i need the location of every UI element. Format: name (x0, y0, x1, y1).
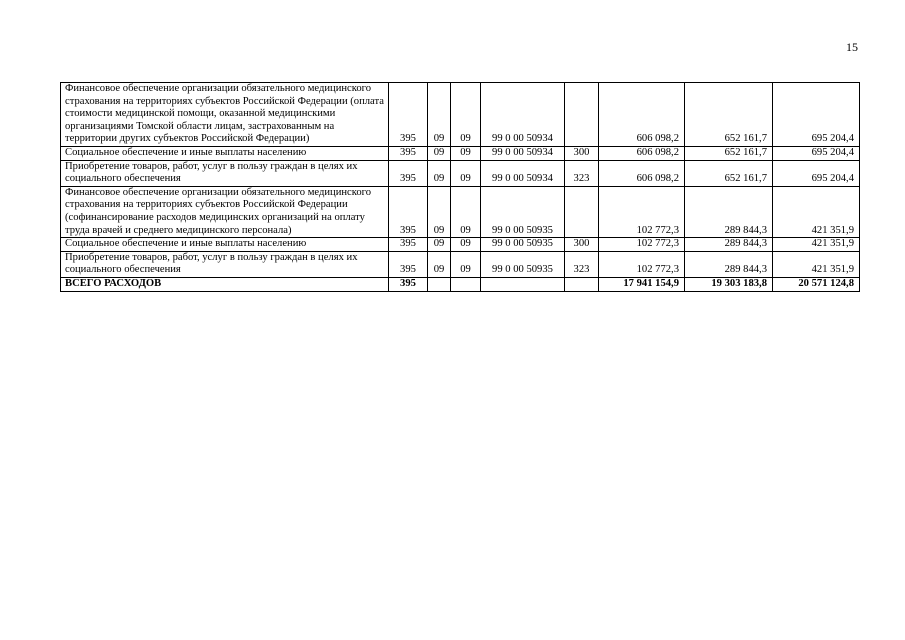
target-article-cell: 99 0 00 50934 (481, 160, 565, 186)
total-year2-cell: 19 303 183,8 (685, 277, 773, 291)
amount-year3-cell: 695 204,4 (773, 146, 860, 160)
expense-type-cell: 300 (565, 238, 599, 252)
total-ministry-cell: 395 (389, 277, 428, 291)
empty-cell (428, 277, 451, 291)
ministry-code-cell: 395 (389, 251, 428, 277)
amount-year1-cell: 102 772,3 (599, 251, 685, 277)
empty-cell (451, 277, 481, 291)
amount-year2-cell: 289 844,3 (685, 251, 773, 277)
section-code-cell: 09 (428, 160, 451, 186)
target-article-cell: 99 0 00 50935 (481, 251, 565, 277)
subsection-code-cell: 09 (451, 146, 481, 160)
row-name-cell: Социальное обеспечение и иные выплаты населению (61, 146, 389, 160)
ministry-code-cell: 395 (389, 238, 428, 252)
section-code-cell: 09 (428, 83, 451, 147)
amount-year1-cell: 606 098,2 (599, 146, 685, 160)
page-number: 15 (846, 40, 858, 54)
expenses-table (60, 82, 860, 292)
ministry-code-cell: 395 (389, 83, 428, 147)
total-year3-cell: 20 571 124,8 (773, 277, 860, 291)
table-row (61, 186, 860, 237)
section-code-cell: 09 (428, 186, 451, 237)
expense-type-cell: 300 (565, 146, 599, 160)
expenses-table-body (61, 83, 860, 292)
amount-year2-cell: 289 844,3 (685, 238, 773, 252)
section-code-cell: 09 (428, 146, 451, 160)
table-row (61, 251, 860, 277)
empty-cell (565, 277, 599, 291)
section-code-cell: 09 (428, 251, 451, 277)
ministry-code-cell: 395 (389, 186, 428, 237)
expense-type-cell (565, 83, 599, 147)
subsection-code-cell: 09 (451, 83, 481, 147)
total-label-cell: ВСЕГО РАСХОДОВ (61, 277, 389, 291)
table-row (61, 83, 860, 147)
amount-year2-cell: 652 161,7 (685, 146, 773, 160)
amount-year3-cell: 421 351,9 (773, 238, 860, 252)
expense-type-cell: 323 (565, 251, 599, 277)
row-name-cell: Финансовое обеспечение организации обязательного медицинского страхования на территориях субъектов Российской Федерации (оплата стоимости медицинской помощи, оказанной медицинскими организациями Томской области лицам, застрахованным на территории других субъектов Российской Федерации) (61, 83, 389, 147)
amount-year1-cell: 102 772,3 (599, 238, 685, 252)
subsection-code-cell: 09 (451, 251, 481, 277)
empty-cell (481, 277, 565, 291)
total-row (61, 277, 860, 291)
amount-year3-cell: 695 204,4 (773, 160, 860, 186)
target-article-cell: 99 0 00 50935 (481, 186, 565, 237)
amount-year2-cell: 652 161,7 (685, 160, 773, 186)
row-name-cell: Приобретение товаров, работ, услуг в пользу граждан в целях их социального обеспечения (61, 251, 389, 277)
ministry-code-cell: 395 (389, 146, 428, 160)
subsection-code-cell: 09 (451, 238, 481, 252)
amount-year3-cell: 421 351,9 (773, 251, 860, 277)
amount-year2-cell: 289 844,3 (685, 186, 773, 237)
row-name-cell: Социальное обеспечение и иные выплаты населению (61, 238, 389, 252)
row-name-cell: Финансовое обеспечение организации обязательного медицинского страхования на территориях субъектов Российской Федерации (софинансирование расходов медицинских организаций на оплату труда врачей и среднего медицинского персонала) (61, 186, 389, 237)
target-article-cell: 99 0 00 50935 (481, 238, 565, 252)
amount-year1-cell: 606 098,2 (599, 83, 685, 147)
section-code-cell: 09 (428, 238, 451, 252)
table-row (61, 160, 860, 186)
amount-year2-cell: 652 161,7 (685, 83, 773, 147)
expense-type-cell (565, 186, 599, 237)
target-article-cell: 99 0 00 50934 (481, 146, 565, 160)
amount-year3-cell: 695 204,4 (773, 83, 860, 147)
table-row (61, 146, 860, 160)
subsection-code-cell: 09 (451, 186, 481, 237)
amount-year1-cell: 102 772,3 (599, 186, 685, 237)
row-name-cell: Приобретение товаров, работ, услуг в пользу граждан в целях их социального обеспечения (61, 160, 389, 186)
ministry-code-cell: 395 (389, 160, 428, 186)
amount-year3-cell: 421 351,9 (773, 186, 860, 237)
subsection-code-cell: 09 (451, 160, 481, 186)
expense-type-cell: 323 (565, 160, 599, 186)
table-row (61, 238, 860, 252)
total-year1-cell: 17 941 154,9 (599, 277, 685, 291)
target-article-cell: 99 0 00 50934 (481, 83, 565, 147)
amount-year1-cell: 606 098,2 (599, 160, 685, 186)
